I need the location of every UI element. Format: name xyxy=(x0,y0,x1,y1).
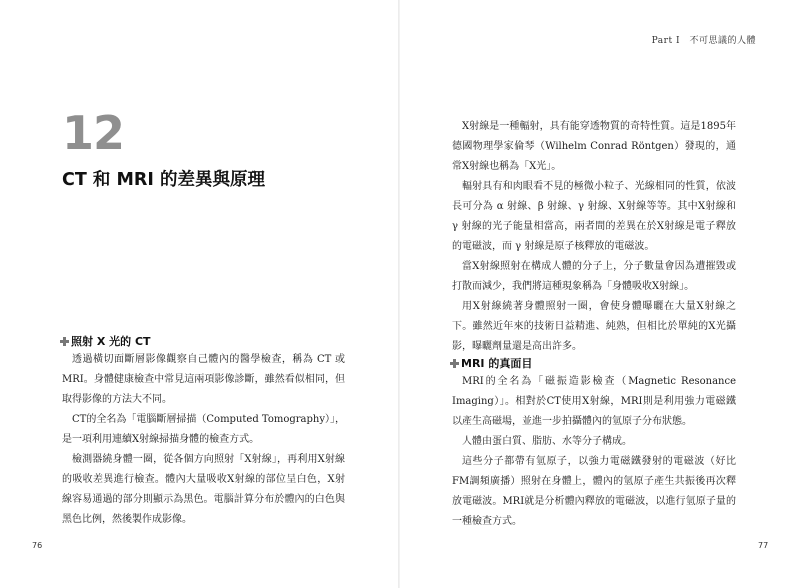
left-page xyxy=(0,0,399,588)
paragraph: MRI的全名為「磁振造影檢查（Magnetic Resonance Imaging）」。相對於CT使用X射線，MRI則是利用強力電磁鐵以產生高磁場，並進一步拍攝體內的氫原子分布狀態。 xyxy=(452,376,736,427)
paragraph: CT的全名為「電腦斷層掃描（Computed Tomography）」，是一項利用連續X射線掃描身體的檢查方式。 xyxy=(62,414,345,445)
section-title-mri: MRI 的真面目 xyxy=(461,357,533,370)
plus-icon xyxy=(60,337,69,346)
left-body-text xyxy=(62,350,345,530)
section-heading-ct xyxy=(60,333,151,349)
paragraph: 當X射線照射在構成人體的分子上，分子數量會因為遭摧毀或打散而減少，我們將這種現象稱為「身體吸收X射線」。 xyxy=(452,261,736,292)
paragraph: X射線是一種輻射，具有能穿透物質的奇特性質。這是1895年德國物理學家倫琴（Wilhelm Conrad Röntgen）發現的，通常X射線也稱為「X光」。 xyxy=(452,121,736,172)
plus-icon xyxy=(450,359,459,368)
page-number-right: 77 xyxy=(758,541,769,550)
chapter-title: CT 和 MRI 的差異與原理 xyxy=(62,170,265,190)
paragraph: 用X射線繞著身體照射一圈，會使身體曝曬在大量X射線之下。雖然近年來的技術日益精進、純熟，但相比於單純的X光攝影，曝曬劑量還是高出許多。 xyxy=(452,301,736,352)
section-title-ct: 照射 X 光的 CT xyxy=(71,335,151,348)
chapter-number: 12 xyxy=(62,106,125,160)
right-body-text-2 xyxy=(452,372,736,532)
paragraph: 人體由蛋白質、脂肪、水等分子構成。 xyxy=(462,436,632,447)
paragraph: 這些分子都帶有氫原子，以強力電磁鐵發射的電磁波（好比FM調頻廣播）照射在身體上，體內的氫原子產生共振後再次釋放電磁波。MRI就是分析體內釋放的電磁波，以進行氫原子量的一種檢查方式。 xyxy=(452,456,736,527)
paragraph: 檢測器繞身體一圈，從各個方向照射「X射線」，再利用X射線的吸收差異進行檢查。體內大量吸收X射線的部位呈白色，X射線容易通過的部分則顯示為黑色。電腦計算分布於體內的白色與黑色比例，然後製作成影像。 xyxy=(62,454,345,525)
page-number-left: 76 xyxy=(32,541,43,550)
running-head: Part I 不可思議的人體 xyxy=(651,36,756,46)
section-heading-mri xyxy=(450,355,532,371)
paragraph: 透過橫切面斷層影像觀察自己體內的醫學檢查，稱為 CT 或 MRI。身體健康檢查中常見這兩項影像診斷，雖然看似相同，但取得影像的方法大不同。 xyxy=(62,354,345,405)
right-body-text-1 xyxy=(452,117,736,357)
paragraph: 輻射具有和肉眼看不見的極微小粒子、光線相同的性質，依波長可分為 α 射線、β 射線、γ 射線、X射線等等。其中X射線和 γ 射線的光子能量相當高，兩者間的差異在於X射線是電子釋放的電磁波，而 γ 射線是原子核釋放的電磁波。 xyxy=(452,181,736,252)
